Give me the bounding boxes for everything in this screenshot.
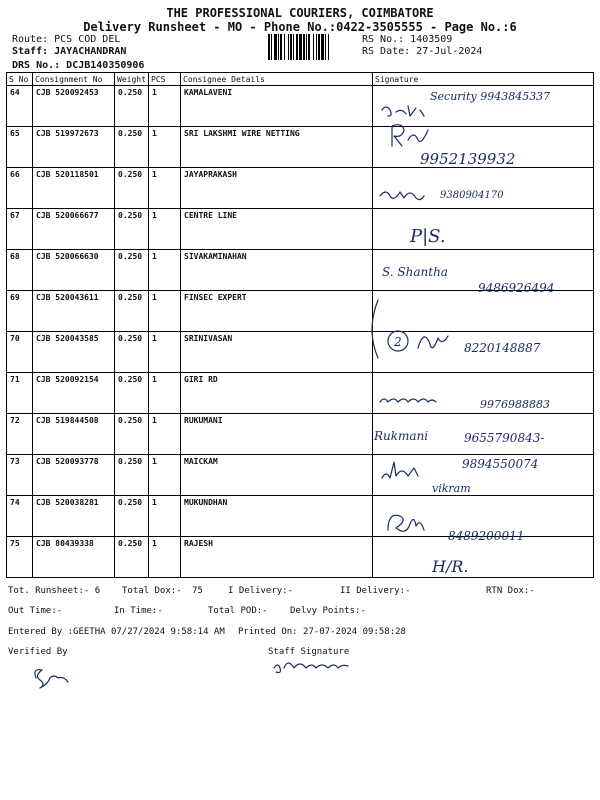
staff-signature-label: Staff Signature (268, 647, 350, 657)
cell-signature (373, 168, 594, 209)
cell-consignment: CJB 520038281 (33, 496, 115, 537)
cell-signature (373, 127, 594, 168)
cell-weight: 0.250 (115, 168, 149, 209)
drs-number: DRS No.: DCJB140350906 (12, 60, 145, 71)
cell-sno: 69 (7, 291, 33, 332)
runsheet-title: Delivery Runsheet - MO - Phone No.:0422-3505555 - Page No.:6 (83, 20, 517, 34)
cell-weight: 0.250 (115, 414, 149, 455)
table-row (7, 496, 594, 537)
company-name: THE PROFESSIONAL COURIERS, COIMBATORE (166, 6, 434, 20)
cell-consignee: RAJESH (181, 537, 373, 578)
cell-signature (373, 373, 594, 414)
cell-signature (373, 332, 594, 373)
table-row (7, 455, 594, 496)
rs-number: RS No.: 1403509 (362, 34, 453, 45)
cell-sno: 71 (7, 373, 33, 414)
out-time: Out Time:- (8, 606, 63, 616)
cell-consignment: CJB 520043585 (33, 332, 115, 373)
cell-weight: 0.250 (115, 127, 149, 168)
cell-consignment: CJB 520066677 (33, 209, 115, 250)
cell-pcs: 1 (149, 291, 181, 332)
cell-sno: 73 (7, 455, 33, 496)
cell-sno: 66 (7, 168, 33, 209)
barcode-bar (321, 34, 324, 60)
cell-signature (373, 455, 594, 496)
cell-signature (373, 250, 594, 291)
table-row (7, 291, 594, 332)
col-pcs: PCS (149, 73, 181, 86)
cell-pcs: 1 (149, 373, 181, 414)
cell-signature (373, 209, 594, 250)
barcode-bar (308, 34, 310, 60)
cell-sno: 74 (7, 496, 33, 537)
barcode-bar (325, 34, 326, 60)
barcode-bar (288, 34, 289, 60)
route-label: Route: PCS COD DEL (12, 34, 121, 45)
total-dox-label: Total Dox:- (122, 586, 182, 596)
runsheet-table (6, 72, 594, 578)
cell-consignee: JAYAPRAKASH (181, 168, 373, 209)
rtn-dox: RTN Dox:- (486, 586, 535, 596)
handwritten-phone-73: 9894550074 (462, 457, 539, 471)
cell-weight: 0.250 (115, 86, 149, 127)
verified-signature (35, 670, 68, 688)
handwritten-phone-66: 9380904170 (440, 190, 504, 201)
barcode-bar (268, 34, 270, 60)
cell-consignment: CJB 520093778 (33, 455, 115, 496)
cell-weight: 0.250 (115, 496, 149, 537)
barcode-bar (316, 34, 317, 60)
handwritten-note-67: P|S. (410, 226, 446, 247)
cell-weight: 0.250 (115, 209, 149, 250)
handwritten-phone-72: 9655790843- (464, 431, 545, 445)
cell-weight: 0.250 (115, 250, 149, 291)
staff-label: Staff: JAYACHANDRAN (12, 46, 127, 57)
cell-weight: 0.250 (115, 373, 149, 414)
cell-consignment: CJB 520092453 (33, 86, 115, 127)
cell-sno: 67 (7, 209, 33, 250)
cell-sno: 75 (7, 537, 33, 578)
col-consignment: Consignment No (33, 73, 115, 86)
barcode-bar (296, 34, 298, 60)
cell-weight: 0.250 (115, 537, 149, 578)
i-delivery: I Delivery:- (228, 586, 294, 596)
table-row (7, 168, 594, 209)
handwritten-phone-68: 9486926494 (478, 281, 555, 295)
cell-consignment: CJB 520066630 (33, 250, 115, 291)
handwritten-name-68: S. Shantha (382, 265, 448, 279)
handwritten-note-64: Security 9943845337 (430, 90, 551, 103)
table-row (7, 86, 594, 127)
cell-pcs: 1 (149, 209, 181, 250)
cell-consignment: CJB 520043611 (33, 291, 115, 332)
barcode-bar (299, 34, 302, 60)
handwritten-phone-71: 9976988883 (480, 398, 550, 411)
barcode-bar (280, 34, 282, 60)
cell-consignee: SRI LAKSHMI WIRE NETTING (181, 127, 373, 168)
rs-date: RS Date: 27-Jul-2024 (362, 46, 483, 57)
barcode-bar (271, 34, 272, 60)
cell-weight: 0.250 (115, 291, 149, 332)
total-pod: Total POD:- (208, 606, 268, 616)
cell-sno: 70 (7, 332, 33, 373)
barcode-bar (303, 34, 305, 60)
barcode-bar (293, 34, 294, 60)
cell-pcs: 1 (149, 414, 181, 455)
cell-sno: 72 (7, 414, 33, 455)
staff-signature-scribble (274, 663, 348, 673)
barcode-bar (290, 34, 292, 60)
barcode-bar (306, 34, 307, 60)
cell-pcs: 1 (149, 168, 181, 209)
cell-consignment: CJB 520118501 (33, 168, 115, 209)
col-sno: S No (7, 73, 33, 86)
circled-digit: 2 (394, 335, 402, 349)
cell-consignee: MAICKAM (181, 455, 373, 496)
handwritten-note-75: H/R. (432, 557, 469, 576)
handwritten-phone-74: 8489200011 (448, 529, 525, 543)
table-row (7, 373, 594, 414)
cell-pcs: 1 (149, 86, 181, 127)
cell-signature (373, 496, 594, 537)
cell-pcs: 1 (149, 537, 181, 578)
handwritten-name-72: Rukmani (374, 429, 429, 443)
cell-consignment: CJB 520092154 (33, 373, 115, 414)
barcode-bar (274, 34, 277, 60)
cell-consignee: MUKUNDHAN (181, 496, 373, 537)
cell-signature (373, 291, 594, 332)
cell-pcs: 1 (149, 332, 181, 373)
verified-by-label: Verified By (8, 647, 68, 657)
cell-weight: 0.250 (115, 455, 149, 496)
col-consignee: Consignee Details (181, 73, 373, 86)
barcode-bar (328, 34, 329, 60)
table-row (7, 250, 594, 291)
cell-consignee: FINSEC EXPERT (181, 291, 373, 332)
in-time: In Time:- (114, 606, 163, 616)
cell-sno: 68 (7, 250, 33, 291)
cell-consignee: RUKUMANI (181, 414, 373, 455)
table-row (7, 332, 594, 373)
cell-pcs: 1 (149, 250, 181, 291)
entered-by: Entered By :GEETHA 07/27/2024 9:58:14 AM (8, 627, 225, 637)
cell-consignee: KAMALAVENI (181, 86, 373, 127)
cell-pcs: 1 (149, 455, 181, 496)
handwritten-phone-65: 9952139932 (420, 150, 516, 168)
table-header (7, 73, 594, 86)
table-row (7, 537, 594, 578)
barcode-bar (318, 34, 320, 60)
cell-consignment: CJB 519844508 (33, 414, 115, 455)
cell-signature (373, 537, 594, 578)
cell-pcs: 1 (149, 496, 181, 537)
table-row (7, 209, 594, 250)
handwritten-phone-70: 8220148887 (464, 341, 541, 355)
cell-sno: 65 (7, 127, 33, 168)
col-signature: Signature (373, 73, 594, 86)
cell-signature (373, 86, 594, 127)
ii-delivery: II Delivery:- (340, 586, 411, 596)
delvy-points: Delvy Points:- (290, 606, 366, 616)
table-row (7, 414, 594, 455)
barcode-bar (284, 34, 285, 60)
barcode (268, 34, 356, 60)
cell-signature (373, 414, 594, 455)
total-dox-value: 75 (192, 586, 203, 596)
cell-pcs: 1 (149, 127, 181, 168)
printed-on: Printed On: 27-07-2024 09:58:28 (238, 627, 406, 637)
cell-sno: 64 (7, 86, 33, 127)
cell-consignee: SIVAKAMINAHAN (181, 250, 373, 291)
cell-consignee: GIRI RD (181, 373, 373, 414)
cell-consignee: CENTRE LINE (181, 209, 373, 250)
handwritten-name-73: vikram (432, 482, 471, 495)
cell-weight: 0.250 (115, 332, 149, 373)
barcode-bar (313, 34, 314, 60)
cell-consignment: CJB 519972673 (33, 127, 115, 168)
tot-runsheet: Tot. Runsheet:- 6 (8, 586, 101, 596)
table-row (7, 127, 594, 168)
cell-consignee: SRINIVASAN (181, 332, 373, 373)
cell-consignment: CJB 80439338 (33, 537, 115, 578)
col-weight: Weight (115, 73, 149, 86)
barcode-bar (278, 34, 279, 60)
